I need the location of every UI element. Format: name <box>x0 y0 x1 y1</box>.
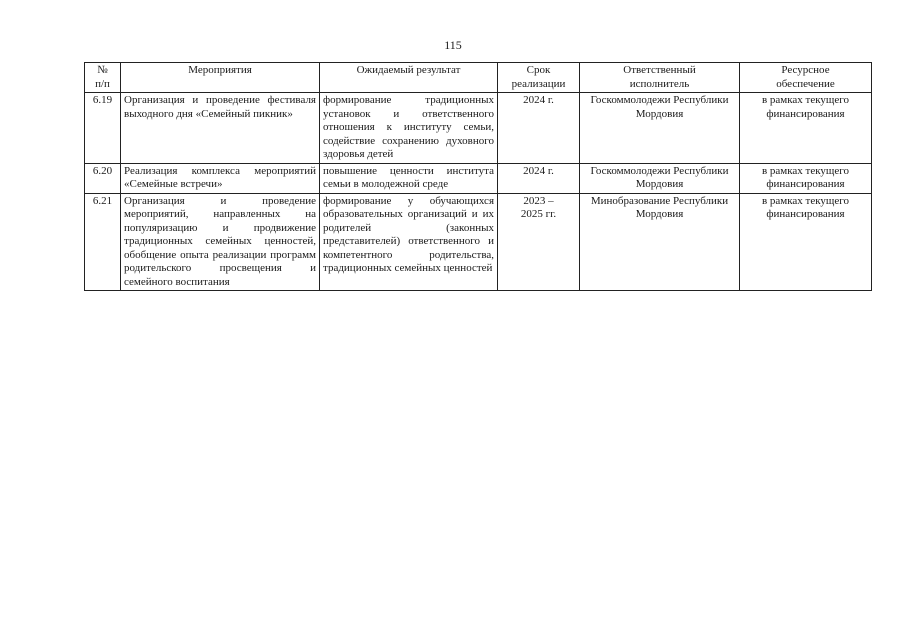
row-resources: в рамках текущего финансирования <box>740 163 872 193</box>
row-term: 2024 г. <box>498 163 580 193</box>
row-result: формирование у обучающихся образовательных организаций и их родителей (законных представителей) ответственного и компетентного родительства, традиционных семейных ценностей <box>320 193 498 291</box>
row-term: 2024 г. <box>498 93 580 164</box>
row-event: Реализация комплекса мероприятий «Семейные встречи» <box>121 163 320 193</box>
row-executor: Госкоммолодежи Республики Мордовия <box>580 163 740 193</box>
header-executor: Ответственный исполнитель <box>580 63 740 93</box>
row-executor: Минобразование Республики Мордовия <box>580 193 740 291</box>
header-result: Ожидаемый результат <box>320 63 498 93</box>
row-number: 6.20 <box>85 163 121 193</box>
row-number: 6.21 <box>85 193 121 291</box>
table-row <box>85 193 872 291</box>
row-term: 2023 – 2025 гг. <box>498 193 580 291</box>
table-row <box>85 163 872 193</box>
header-event: Мероприятия <box>121 63 320 93</box>
row-result: формирование традиционных установок и ответственного отношения к институту семьи, содействие сохранению духовного здоровья детей <box>320 93 498 164</box>
measures-table <box>84 62 872 291</box>
table-header-row <box>85 63 872 93</box>
row-result: повышение ценности института семьи в молодежной среде <box>320 163 498 193</box>
row-event: Организация и проведение фестиваля выходного дня «Семейный пикник» <box>121 93 320 164</box>
row-event: Организация и проведение мероприятий, направленных на популяризацию и продвижение традиционных семейных ценностей, обобщение опыта реализации программ родительского просвещения и семейного воспитания <box>121 193 320 291</box>
row-executor: Госкоммолодежи Республики Мордовия <box>580 93 740 164</box>
page-number: 115 <box>444 38 462 52</box>
row-resources: в рамках текущего финансирования <box>740 93 872 164</box>
row-resources: в рамках текущего финансирования <box>740 193 872 291</box>
header-term: Срок реализации <box>498 63 580 93</box>
row-number: 6.19 <box>85 93 121 164</box>
table-row <box>85 93 872 164</box>
header-number: № п/п <box>85 63 121 93</box>
header-resources: Ресурсное обеспечение <box>740 63 872 93</box>
